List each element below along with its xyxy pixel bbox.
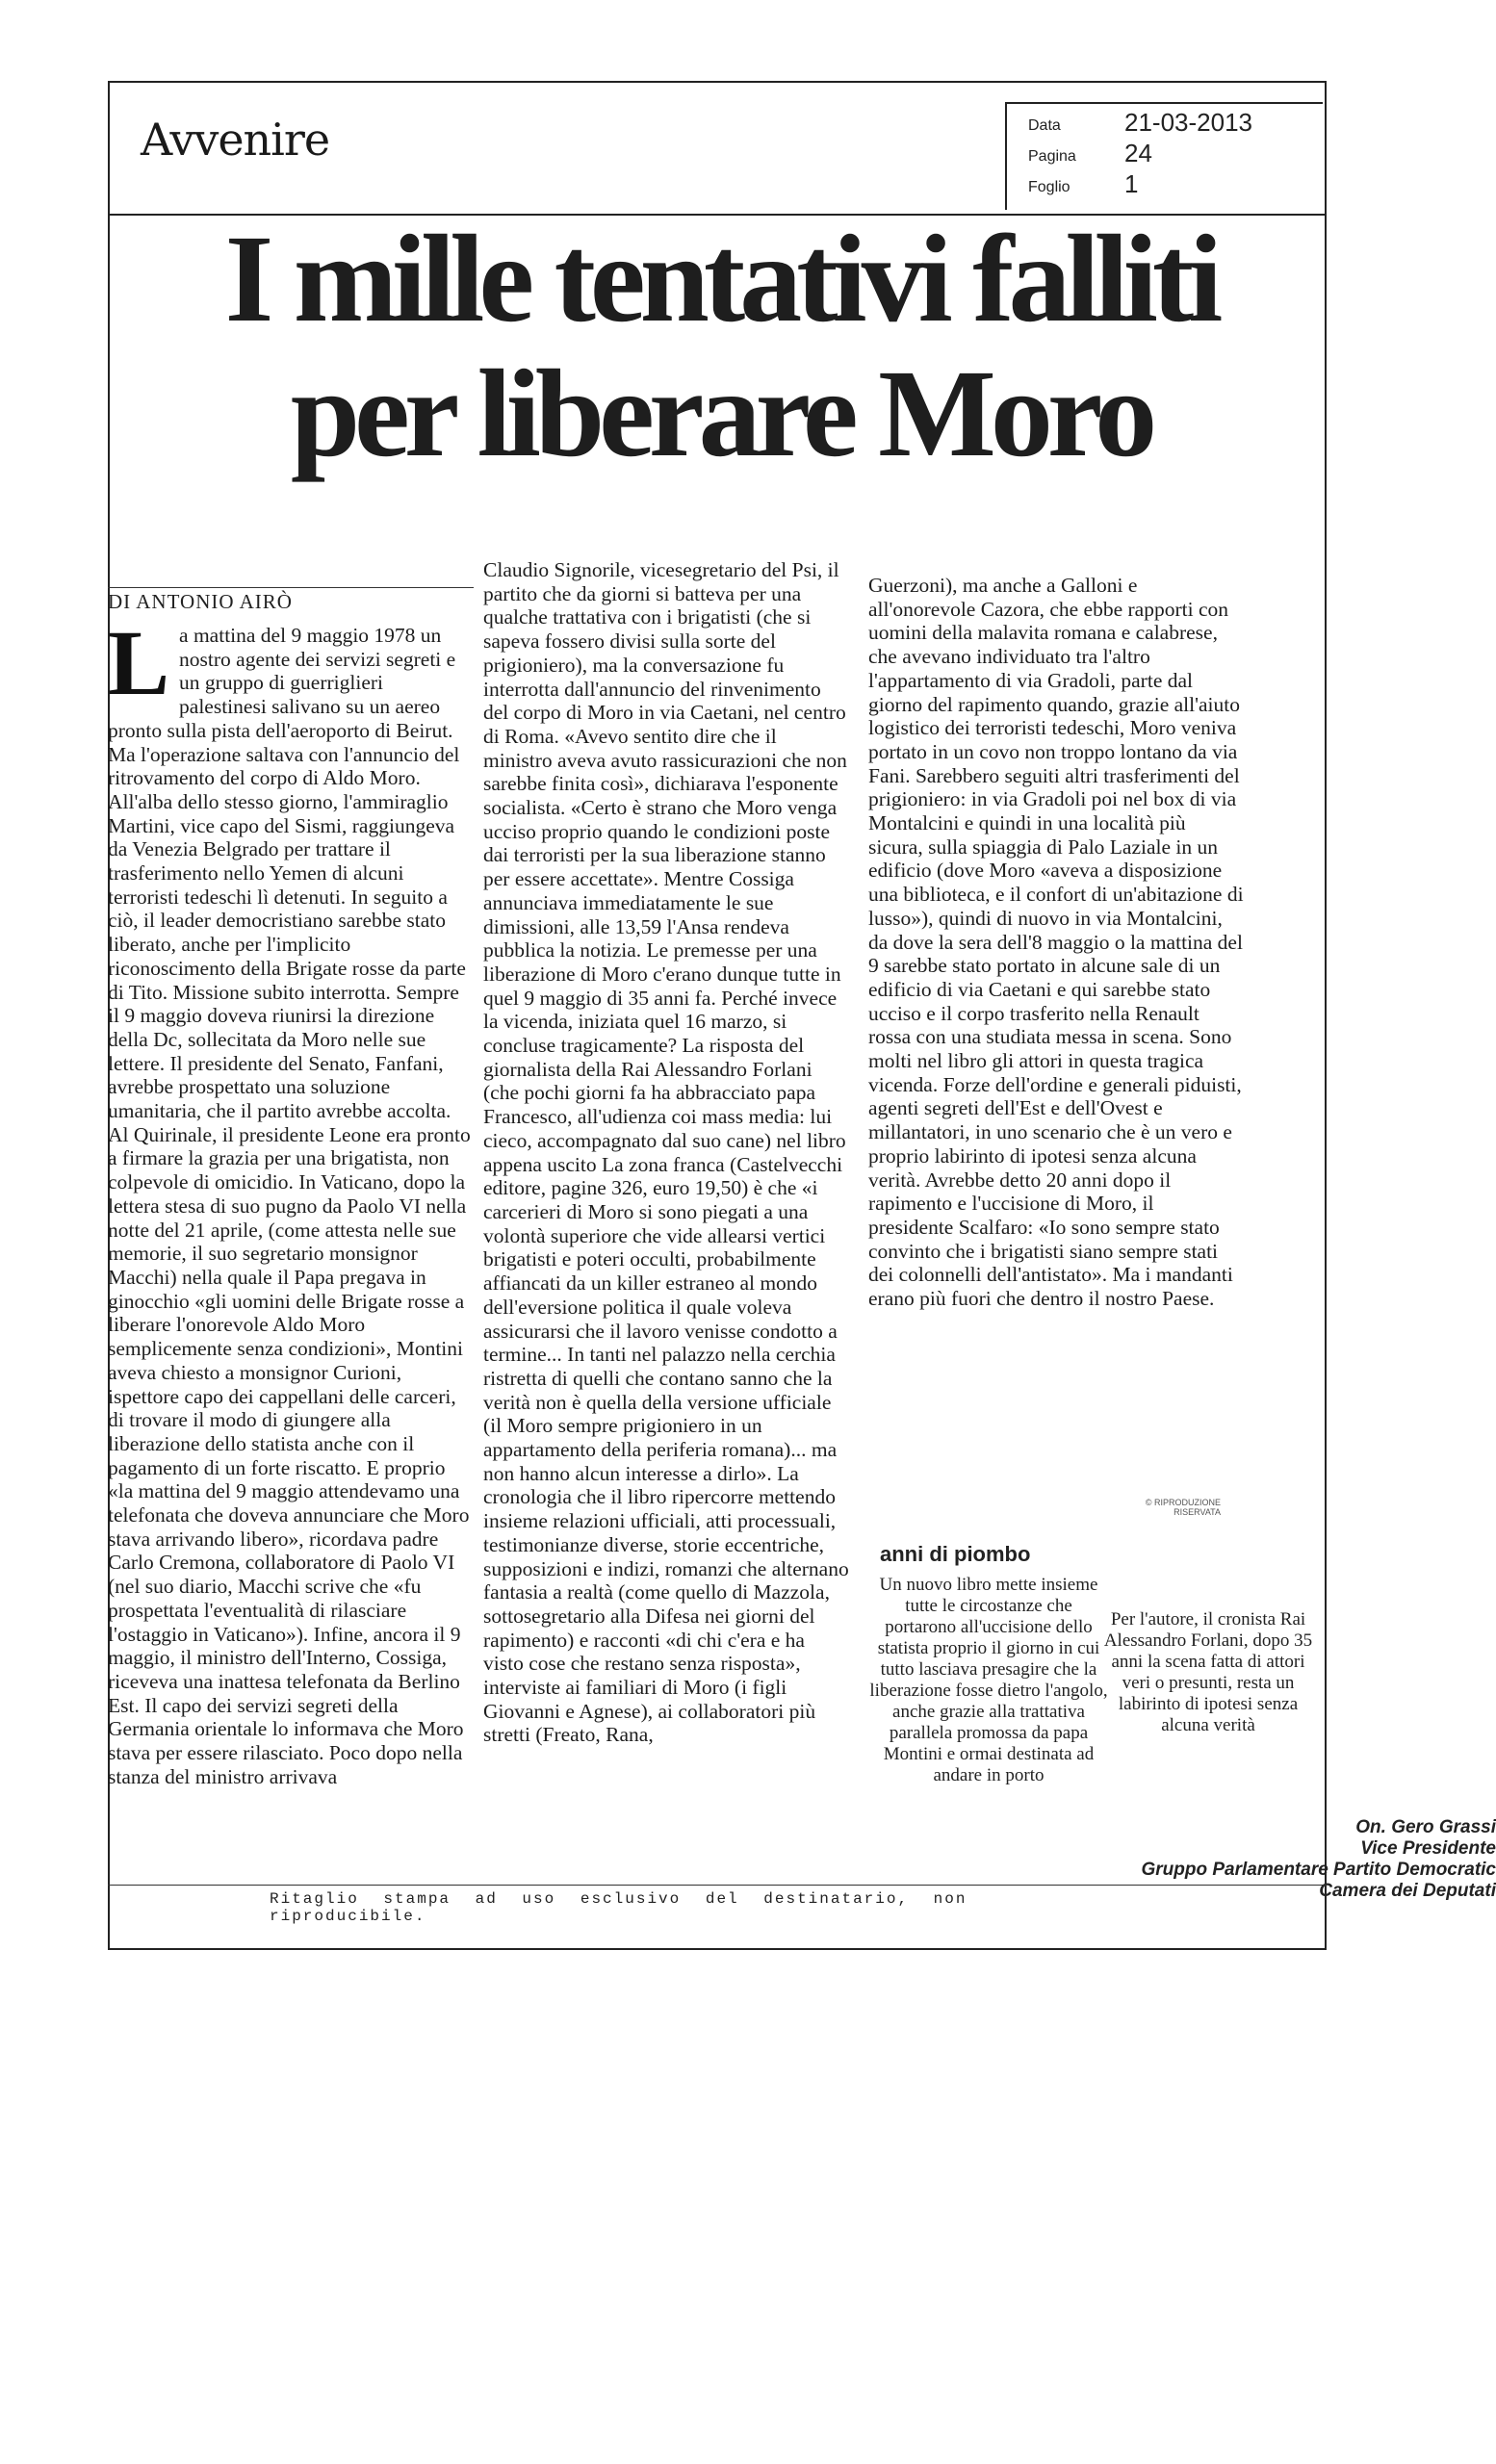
masthead <box>110 83 1327 216</box>
signature-line-4: Camera dei Deputati <box>1319 1881 1496 1901</box>
meta-pagina-value: 24 <box>1124 139 1152 167</box>
signature-line-2: Vice Presidente <box>1360 1838 1496 1859</box>
article-column-1 <box>108 611 474 1788</box>
article-column-3 <box>868 574 1244 1311</box>
article-column-2 <box>483 558 849 1747</box>
byline-rule <box>108 587 474 588</box>
newspaper-logo: Avvenire <box>141 114 330 166</box>
headline-line-1: I mille tentativi falliti <box>224 210 1218 348</box>
sidebar-title: anni di piombo <box>880 1542 1031 1566</box>
column-3-text: Guerzoni), ma anche a Galloni e all'onorevole Cazora, che ebbe rapporti con uomini della malavita romana e calabrese, che avevano individuato tra l'altro l'appartamento di via Gradoli, parte dal giorno del rapimento quando, grazie all'aiuto logistico dei terroristi tedeschi, Moro veniva portato in un covo non troppo lontano da via Fani. Sarebbero seguiti altri trasferimenti del prigioniero: in via Gradoli poi nel box di via Montalcini e quindi in una località più sicura, sulla spiaggia di Palo Laziale in un edificio (dove Moro «aveva a disposizione una biblioteca, e il confort di un'abitazione di lusso»), quindi di nuovo in via Montalcini, da dove la sera dell'8 maggio o la mattina del 9 sarebbe stato portato in alcune sale di un edificio di via Caetani e qui sarebbe stato ucciso e il corpo trasferito nella Renault rossa con una studiata messa in scena. Sono molti nel libro gli attori in questa tragica vicenda. Forze dell'ordine e generali piduisti, agenti segreti dell'Est e dell'Ovest e millantatori, in uno scenario che è un vero e proprio labirinto di ipotesi senza alcuna verità. Avrebbe detto 20 anni dopo il rapimento e l'uccisione di Moro, il presidente Scalfaro: «Io sono sempre stato convinto che i brigatisti siano sempre stati dei colonnelli dell'antistato». Ma i mandanti erano più fuori che dentro il nostro Paese. <box>868 574 1244 1311</box>
meta-data-label: Data <box>1028 117 1061 134</box>
footer-disclaimer: Ritaglio stampa ad uso esclusivo del destinatario, non riproducibile. <box>270 1890 967 1925</box>
footer-rule <box>108 1885 1327 1886</box>
column-2-text: Claudio Signorile, vicesegretario del Psi, il partito che da giorni si batteva per una qualche trattativa con i brigatisti (che si sapeva fossero divisi sulla sorte del prigioniero), ma la conversazione fu interrotta dall'annuncio del rinvenimento del corpo di Moro in via Caetani, nel centro di Roma. «Avevo sentito dire che il ministro aveva avuto rassicurazioni che non sarebbe finita così», dichiarava l'esponente socialista. «Certo è strano che Moro venga ucciso proprio quando le condizioni poste dai terroristi per la sua liberazione stanno per essere accettate». Mentre Cossiga annunciava immediatamente le sue dimissioni, alle 13,59 l'Ansa rendeva pubblica la notizia. Le premesse per una liberazione di Moro c'erano dunque tutte in quel 9 maggio di 35 anni fa. Perché invece la vicenda, iniziata quel 16 marzo, si concluse tragicamente? La risposta del giornalista della Rai Alessandro Forlani (che pochi giorni fa ha abbracciato papa Francesco, all'udienza coi mass media: lui cieco, accompagnato dal suo cane) nel libro appena uscito La zona franca (Castelvecchi editore, pagine 326, euro 19,50) è che «i carcerieri di Moro si sono piegati a una volontà superiore che vide allearsi vertici brigatisti e poteri occulti, probabilmente affiancati da un killer estraneo al mondo dell'eversione politica il quale voleva assicurarsi che il lavoro venisse condotto a termine... In tanti nel palazzo nella cerchia ristretta di quelli che contano sanno che la verità non è quella della versione ufficiale (il Moro sempre prigioniero in un appartamento della periferia romana)... ma non hanno alcun interesse a dirlo». La cronologia che il libro ripercorre mettendo insieme relazioni ufficiali, atti processuali, testimonianze diverse, storie eccentriche, supposizioni e indizi, romanzi che alternano fantasia a realtà (come quello di Mazzola, sottosegretario alla Difesa nei giorni del rapimento) e racconti «di chi c'era e ha visto cose che restano senza risposta», interviste ai familiari di Moro (i figli Giovanni e Agnese), ai collaboratori più stretti (Freato, Rana, <box>483 558 849 1747</box>
sidebar-right-text: Per l'autore, il cronista Rai Alessandro Forlani, dopo 35 anni la scena fatta di attori veri o presunti, resta un labirinto di ipotesi senza alcuna verità <box>1103 1609 1313 1735</box>
meta-foglio-label: Foglio <box>1028 179 1070 195</box>
column-1-text: a mattina del 9 maggio 1978 un nostro agente dei servizi segreti e un gruppo di guerriglieri palestinesi salivano su un aereo pronto sulla pista dell'aeroporto di Beirut. Ma l'operazione saltava con l'annuncio del ritrovamento del corpo di Aldo Moro. All'alba dello stesso giorno, l'ammiraglio Martini, vice capo del Sismi, raggiungeva da Venezia Belgrado per trattare il trasferimento nello Yemen di alcuni terroristi tedeschi lì detenuti. In seguito a ciò, il leader democristiano sarebbe stato liberato, anche per l'implicito riconoscimento della Brigate rosse da parte di Tito. Missione subito interrotta. Sempre il 9 maggio doveva riunirsi la direzione della Dc, sollecitata da Moro nelle sue lettere. Il presidente del Senato, Fanfani, avrebbe prospettato una soluzione umanitaria, che il partito avrebbe accolta. Al Quirinale, il presidente Leone era pronto a firmare la grazia per una brigatista, non colpevole di omicidio. In Vaticano, dopo la lettera stesa di suo pugno da Paolo VI nella notte del 21 aprile, (come attesta nelle sue memorie, il suo segretario monsignor Macchi) nella quale il Papa pregava in ginocchio «gli uomini delle Brigate rosse a liberare l'onorevole Aldo Moro semplicemente senza condizioni», Montini aveva chiesto a monsignor Curioni, ispettore capo dei cappellani delle carceri, di trovare il modo di giungere alla liberazione dello statista anche con il pagamento di un forte riscatto. E proprio «la mattina del 9 maggio attendevamo una telefonata che doveva annunciare che Moro stava arrivando libero», ricordava padre Carlo Cremona, collaboratore di Paolo VI (nel suo diario, Macchi scrive che «fu prospettata l'eventualità di rilasciare l'ostaggio in Vaticano»). Infine, ancora il 9 maggio, il ministro dell'Interno, Cossiga, riceveva una inattesa telefonata da Berlino Est. Il capo dei servizi segreti della Germania orientale lo informava che Moro stava per essere rilasciato. Poco dopo nella stanza del ministro arrivava <box>108 624 471 1788</box>
signature-line-3: Gruppo Parlamentare Partito Democratic <box>1141 1860 1496 1880</box>
clipping-meta-box <box>1005 102 1323 210</box>
drop-cap: L <box>108 611 170 714</box>
headline-line-2: per liberare Moro <box>290 345 1152 483</box>
sidebar-left-text: Un nuovo libro mette insieme tutte le circostanze che portarono all'uccisione dello statista proprio il giorno in cui tutto lasciava presagire che la liberazione fosse dietro l'angolo, anche grazie alla trattativa parallela promossa da papa Montini e ormai destinata ad andare in porto <box>869 1575 1108 1785</box>
meta-pagina-label: Pagina <box>1028 148 1076 165</box>
signature-line-1: On. Gero Grassi <box>1355 1817 1496 1837</box>
signature-stamp <box>1078 1817 1496 1902</box>
meta-foglio-value: 1 <box>1124 169 1139 198</box>
article-headline <box>119 212 1323 481</box>
copyright-note: © RIPRODUZIONE RISERVATA <box>1145 1498 1221 1517</box>
article-byline: DI ANTONIO AIRÒ <box>108 590 293 613</box>
meta-data-value: 21-03-2013 <box>1124 108 1252 137</box>
